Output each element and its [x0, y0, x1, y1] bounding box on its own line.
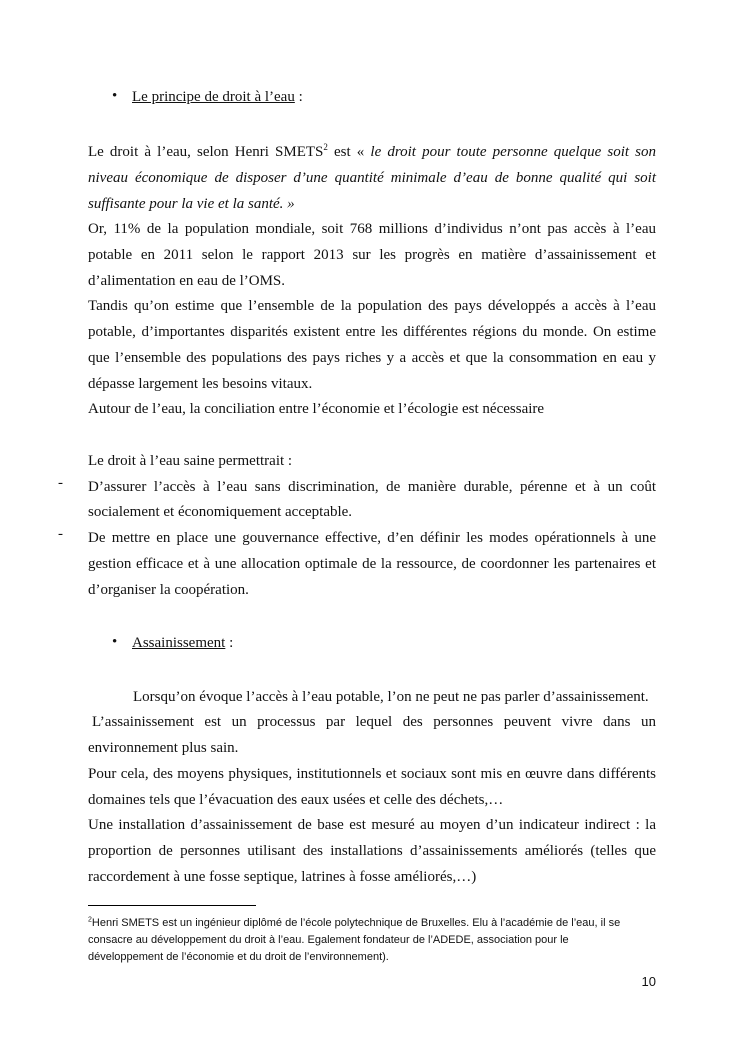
item2-line-2: gestion efficace et à une allocation optimale de la ressource, de coordonner les partenaires et	[88, 556, 656, 572]
s2-para3-line-2: domaines tels que l’évacuation des eaux usées et celle des déchets,…	[88, 792, 504, 808]
s2-para4-line-3: raccordement à une fosse septique, latrines à fosse améliorés,…)	[88, 869, 477, 885]
footnote-line-1	[88, 917, 620, 929]
footnote-line-3: développement de l’économie et du droit de l’environnement).	[88, 951, 389, 963]
footnote-mark: 2	[88, 916, 92, 924]
dash-marker: -	[58, 526, 63, 542]
para3-line-2: potable, d’importantes disparités existent entre les différentes régions du monde. On estime	[88, 324, 656, 340]
quote-line-3: suffisante pour la vie et la santé. »	[88, 196, 295, 212]
footnote-line-2: consacre au développement du droit à l’eau. Egalement fondateur de l’ADEDE, association pour le	[88, 934, 569, 946]
item2-line-1: De mettre en place une gouvernance effective, d’en définir les modes opérationnels à une	[88, 530, 656, 546]
para2-line-3: d’alimentation en eau de l’OMS.	[88, 273, 286, 289]
s2-para4-line-2: proportion de personnes utilisant des installations d’assainissements améliorés (telles que	[88, 843, 656, 859]
quote-line-1	[88, 140, 656, 166]
bullet-icon: •	[112, 88, 118, 104]
footnote-separator	[88, 905, 256, 906]
s2-para1: Lorsqu’on évoque l’accès à l’eau potable, l’on ne peut ne pas parler d’assainissement.	[133, 689, 649, 705]
para3-line-1: Tandis qu’on estime que l’ensemble de la population des pays développés a accès à l’eau	[88, 298, 656, 314]
dash-marker: -	[58, 475, 63, 491]
bullet-icon: •	[112, 634, 118, 650]
para3-line-3: que l’ensemble des populations des pays riches y a accès et que la consommation en eau y	[88, 350, 656, 366]
quote-line-2: niveau économique de disposer d’une quantité minimale d’eau de bonne qualité qui soit	[88, 170, 656, 186]
para3-line-4: dépasse largement les besoins vitaux.	[88, 376, 313, 392]
footnote	[88, 915, 663, 966]
heading-text: Le principe de droit à l’eau	[132, 89, 295, 105]
item2-line-3: d’organiser la coopération.	[88, 582, 249, 598]
item1-line-1: D’assurer l’accès à l’eau sans discrimination, de manière durable, pérenne et à un coût	[88, 479, 656, 495]
para2-line-1: Or, 11% de la population mondiale, soit 768 millions d’individus n’ont pas accès à l’eau	[88, 221, 656, 237]
s2-para4-line-1: Une installation d’assainissement de base est mesuré au moyen d’un indicateur indirect : la	[88, 817, 656, 833]
heading-suffix: :	[225, 635, 234, 651]
quote-text-b: est «	[327, 144, 371, 160]
heading-text: Assainissement	[132, 635, 226, 651]
quote-text-c: le droit pour toute personne quelque soit son	[370, 144, 656, 160]
s2-para2-line-1: L’assainissement est un processus par lequel des personnes peuvent vivre dans un	[92, 714, 656, 730]
s2-para3-line-1: Pour cela, des moyens physiques, institutionnels et sociaux sont mis en œuvre dans différents	[88, 766, 656, 782]
footnote-ref: 2	[323, 142, 328, 152]
para4: Autour de l’eau, la conciliation entre l’économie et l’écologie est nécessaire	[88, 401, 545, 417]
para2-line-2: potable en 2011 selon le rapport 2013 sur les progrès en matière d’assainissement et	[88, 247, 656, 263]
quote-text-a: Le droit à l’eau, selon Henri SMETS	[88, 144, 324, 160]
s2-para2-line-2: environnement plus sain.	[88, 740, 239, 756]
para5: Le droit à l’eau saine permettrait :	[88, 453, 293, 469]
item1-line-2: socialement et économiquement acceptable.	[88, 504, 353, 520]
section-heading-droit	[132, 85, 532, 111]
page-number: 10	[641, 974, 656, 989]
section-heading-assainissement	[132, 631, 432, 657]
heading-suffix: :	[294, 89, 303, 105]
footnote-text-1: Henri SMETS est un ingénieur diplômé de l’école polytechnique de Bruxelles. Elu à l’académie de l’eau, il se	[91, 917, 621, 929]
